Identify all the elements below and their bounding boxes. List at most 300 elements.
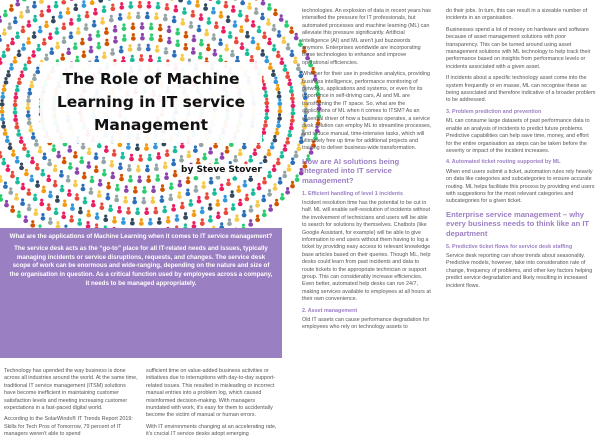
person-figure (73, 151, 78, 159)
person-figure (275, 84, 280, 92)
person-figure (208, 203, 213, 211)
person-figure (238, 199, 243, 207)
person-figure (0, 15, 2, 23)
person-figure (154, 12, 159, 20)
person-figure (283, 144, 288, 152)
person-figure (263, 120, 268, 128)
person-figure (107, 0, 112, 1)
person-figure (100, 17, 105, 25)
person-figure (3, 181, 8, 189)
person-figure (126, 142, 131, 150)
person-figure (193, 145, 198, 153)
person-figure (155, 174, 160, 182)
title-line-2: Learning in IT service (44, 91, 258, 114)
person-figure (235, 214, 240, 222)
person-figure (60, 185, 65, 193)
person-figure (177, 180, 182, 188)
person-figure (30, 157, 35, 165)
person-figure (281, 36, 286, 44)
person-figure (95, 212, 100, 220)
person-figure (60, 53, 65, 61)
person-figure (132, 197, 137, 205)
intro-pullout (0, 228, 282, 358)
person-figure (277, 91, 282, 99)
person-figure (96, 30, 101, 38)
person-figure (68, 162, 73, 170)
person-figure (27, 88, 32, 96)
body-column-4 (446, 8, 596, 294)
person-figure (118, 13, 123, 21)
person-figure (231, 5, 236, 13)
person-figure (15, 177, 20, 185)
person-figure (200, 207, 205, 215)
person-figure (260, 49, 265, 57)
body-column-2 (146, 368, 280, 443)
person-figure (62, 200, 67, 208)
person-figure (130, 218, 135, 226)
person-figure (35, 180, 40, 188)
person-figure (278, 177, 283, 185)
person-figure (257, 26, 262, 34)
person-figure (254, 7, 259, 15)
person-figure (46, 175, 51, 183)
person-figure (110, 172, 115, 180)
person-figure (0, 57, 3, 65)
paragraph: Service desk reporting can show trends about seasonality. Predictive models, however, take into consideration rate of change, frequency of problems, and other key factors helping predict service degradation and likely resulting in increased incident flows. (446, 253, 596, 290)
person-figure (199, 13, 204, 21)
person-figure (23, 215, 28, 223)
person-figure (35, 163, 40, 171)
person-figure (0, 175, 3, 183)
person-figure (216, 0, 221, 4)
person-figure (19, 11, 24, 19)
person-figure (128, 175, 133, 183)
person-figure (180, 18, 185, 26)
person-figure (4, 200, 9, 208)
person-figure (127, 12, 132, 20)
person-figure (128, 1, 133, 9)
person-figure (182, 7, 187, 15)
person-figure (83, 197, 88, 205)
person-figure (23, 63, 28, 71)
person-figure (272, 44, 277, 52)
person-figure (14, 122, 19, 130)
person-figure (110, 3, 115, 11)
person-figure (144, 207, 149, 215)
person-figure (0, 106, 4, 114)
person-figure (248, 155, 253, 163)
person-figure (261, 195, 266, 203)
person-figure (15, 0, 20, 7)
person-figure (123, 196, 128, 204)
person-figure (289, 123, 294, 131)
person-figure (267, 171, 272, 179)
person-figure (39, 10, 44, 18)
person-figure (54, 1, 59, 9)
person-figure (67, 145, 72, 153)
person-figure (85, 11, 90, 19)
person-figure (224, 1, 229, 9)
person-figure (240, 42, 245, 50)
person-figure (135, 143, 140, 151)
person-figure (55, 195, 60, 203)
person-figure (194, 185, 199, 193)
person-figure (262, 83, 267, 91)
person-figure (219, 184, 224, 192)
person-figure (58, 11, 63, 19)
person-figure (262, 32, 267, 40)
paragraph: Old IT assets can cause performance degradation for employees who rely on technology assets to (302, 317, 432, 332)
person-figure (97, 190, 102, 198)
person-figure (147, 154, 152, 162)
person-figure (257, 183, 262, 191)
person-figure (40, 169, 45, 177)
person-figure (221, 26, 226, 34)
person-figure (32, 73, 37, 81)
section-heading: Enterprise service management – why every business needs to think like an IT department (446, 210, 596, 239)
person-figure (156, 2, 161, 10)
person-figure (44, 21, 49, 29)
paragraph: Businesses spend a lot of money on hardware and software because of asset management solutions with poor transparency. This can be turned around using asset management solutions with ML technology to help track their performance based on insights from performance levels or incidents associated with a given asset. (446, 27, 596, 71)
person-figure (84, 23, 89, 31)
person-figure (137, 44, 142, 52)
person-figure (295, 174, 300, 182)
person-figure (226, 179, 231, 187)
person-figure (131, 33, 136, 41)
person-figure (101, 157, 106, 165)
person-figure (170, 0, 175, 1)
person-figure (183, 43, 188, 51)
person-figure (147, 1, 152, 9)
person-figure (151, 186, 156, 194)
person-figure (266, 149, 271, 157)
person-figure (66, 7, 71, 15)
person-figure (46, 203, 51, 211)
section-heading: How are AI solutions being integrated into IT service management? (302, 157, 432, 186)
person-figure (75, 167, 80, 175)
person-figure (137, 1, 142, 9)
person-figure (245, 49, 250, 57)
person-figure (49, 47, 54, 55)
person-figure (61, 212, 66, 220)
person-figure (277, 30, 282, 38)
person-figure (145, 165, 150, 173)
person-figure (177, 191, 182, 199)
person-figure (54, 27, 59, 35)
person-figure (172, 16, 177, 24)
person-figure (26, 95, 31, 103)
subsection-title: 1. Efficient handling of level 1 incidents (302, 191, 432, 198)
person-figure (255, 200, 260, 208)
person-figure (105, 193, 110, 201)
person-figure (27, 57, 32, 65)
intro-question: What are the applications of Machine Learning when it comes to IT service management? (8, 233, 274, 241)
person-figure (226, 15, 231, 23)
person-figure (13, 56, 18, 64)
person-figure (36, 44, 41, 52)
person-figure (191, 47, 196, 55)
person-figure (32, 31, 37, 39)
person-figure (256, 43, 261, 51)
person-figure (268, 62, 273, 70)
person-figure (33, 194, 38, 202)
person-figure (29, 175, 34, 183)
person-figure (168, 194, 173, 202)
person-figure (70, 203, 75, 211)
person-figure (230, 190, 235, 198)
person-figure (51, 16, 56, 24)
person-figure (149, 23, 154, 31)
person-figure (5, 44, 10, 52)
person-figure (208, 147, 213, 155)
person-figure (212, 49, 217, 57)
person-figure (266, 18, 271, 26)
person-figure (220, 152, 225, 160)
person-figure (144, 143, 149, 151)
person-figure (26, 110, 31, 118)
paragraph: Technology has upended the way business is done across all industries around the world. At the same time, traditional IT service management (ITSM) solutions have become inefficient in maintaining customer satisfaction levels and meeting increasing customer expectations in a fast-paced digital world. (4, 368, 138, 412)
person-figure (94, 152, 99, 160)
person-figure (122, 23, 127, 31)
person-figure (42, 152, 47, 160)
person-figure (114, 195, 119, 203)
person-figure (163, 162, 168, 170)
person-figure (1, 158, 6, 166)
paragraph: With IT environments changing at an accelerating rate, it's crucial IT service desks adopt emerging (146, 424, 280, 439)
person-figure (188, 199, 193, 207)
title-line-1: The Role of Machine (44, 68, 258, 91)
person-figure (272, 24, 277, 32)
person-figure (156, 152, 161, 160)
person-figure (293, 56, 298, 64)
person-figure (228, 31, 233, 39)
person-figure (62, 36, 67, 44)
person-figure (99, 202, 104, 210)
person-figure (22, 143, 27, 151)
person-figure (205, 192, 210, 200)
person-figure (219, 11, 224, 19)
person-figure (180, 54, 185, 62)
person-figure (236, 185, 241, 193)
person-figure (22, 0, 27, 2)
person-figure (200, 218, 205, 226)
paragraph: Incident resolution time has the potential to be cut in half. ML will enable self-resolution of incidents without the involvement of technicians and users will be able to search for solutions by themselves. Chatbots (like Google Assistant, for example) will be able to give information to end users without them having to log a ticket by providing easy access to relevant knowledge base articles based on their queries. Though ML, help desks could learn from past incidents and data to route tickets to the appropriate technician or support group. This can considerably increase efficiencies. Even better, automated help desks can run 24/7, making services available to employees at all hours at their own convenience. (302, 200, 432, 304)
person-figure (165, 149, 170, 157)
person-figure (230, 50, 235, 58)
person-figure (1, 51, 6, 59)
person-figure (197, 25, 202, 33)
person-figure (225, 146, 230, 154)
person-figure (157, 217, 162, 225)
person-figure (167, 37, 172, 45)
person-figure (0, 114, 5, 122)
person-figure (5, 135, 10, 143)
person-figure (150, 196, 155, 204)
person-figure (69, 32, 74, 40)
person-figure (102, 169, 107, 177)
person-figure (211, 33, 216, 41)
person-figure (113, 25, 118, 33)
person-figure (255, 214, 260, 222)
person-figure (141, 197, 146, 205)
person-figure (183, 212, 188, 220)
person-figure (81, 0, 86, 8)
person-figure (89, 46, 94, 54)
person-figure (159, 195, 164, 203)
person-figure (240, 0, 245, 5)
person-figure (249, 205, 254, 213)
paragraph: ML can consume large datasets of past performance data to enable an analysis of incidents to predict future problems. Predictive capabilities can help save time, money, and effort for the entire organisation as steps can be taken before the severity or impact of the incident increases. (446, 118, 596, 155)
person-figure (198, 52, 203, 60)
person-figure (208, 0, 213, 1)
person-figure (41, 186, 46, 194)
person-figure (53, 180, 58, 188)
person-figure (55, 42, 60, 50)
person-figure (6, 70, 11, 78)
person-figure (102, 51, 107, 59)
person-figure (290, 93, 295, 101)
person-figure (171, 204, 176, 212)
person-figure (28, 125, 33, 133)
person-figure (21, 43, 26, 51)
person-figure (15, 85, 20, 93)
person-figure (273, 9, 278, 17)
person-figure (195, 0, 200, 8)
person-figure (245, 31, 250, 39)
person-figure (110, 48, 115, 56)
person-figure (164, 172, 169, 180)
section-2 (302, 308, 432, 332)
person-figure (39, 0, 44, 4)
person-figure (287, 164, 292, 172)
person-figure (244, 15, 249, 23)
person-figure (73, 4, 78, 12)
person-figure (284, 20, 289, 28)
person-figure (29, 81, 34, 89)
person-figure (16, 129, 21, 137)
person-figure (279, 14, 284, 22)
person-figure (286, 43, 291, 51)
body-column-3 (302, 8, 432, 336)
person-figure (46, 5, 51, 13)
person-figure (66, 175, 71, 183)
person-figure (233, 0, 238, 1)
person-figure (96, 42, 101, 50)
person-figure (56, 151, 61, 159)
person-figure (15, 156, 20, 164)
person-figure (8, 142, 13, 150)
person-figure (113, 36, 118, 44)
person-figure (0, 99, 5, 107)
person-figure (86, 161, 91, 169)
person-figure (263, 156, 268, 164)
person-figure (10, 171, 15, 179)
person-figure (139, 54, 144, 62)
person-figure (32, 1, 37, 9)
person-figure (10, 38, 15, 46)
person-figure (294, 33, 299, 41)
person-figure (34, 139, 39, 147)
person-figure (119, 174, 124, 182)
person-figure (27, 204, 32, 212)
person-figure (208, 215, 213, 223)
person-figure (7, 22, 12, 30)
person-figure (285, 137, 290, 145)
person-figure (270, 142, 275, 150)
person-figure (279, 151, 284, 159)
person-figure (104, 145, 109, 153)
person-figure (17, 77, 22, 85)
person-figure (77, 14, 82, 22)
person-figure (80, 38, 85, 46)
person-figure (197, 196, 202, 204)
person-figure (90, 0, 95, 5)
person-figure (77, 218, 82, 226)
person-figure (173, 5, 178, 13)
person-figure (289, 86, 294, 94)
person-figure (290, 157, 295, 165)
person-figure (75, 193, 80, 201)
person-figure (109, 160, 114, 168)
person-figure (275, 128, 280, 136)
person-figure (283, 64, 288, 72)
person-figure (88, 34, 93, 42)
person-figure (267, 3, 272, 11)
person-figure (115, 184, 120, 192)
person-figure (186, 177, 191, 185)
person-figure (30, 220, 35, 228)
person-figure (290, 115, 295, 123)
person-figure (285, 187, 290, 195)
person-figure (178, 0, 183, 3)
person-figure (17, 50, 22, 58)
person-figure (267, 38, 272, 46)
person-figure (211, 7, 216, 15)
person-figure (239, 25, 244, 33)
person-figure (33, 208, 38, 216)
person-figure (26, 103, 31, 111)
person-figure (173, 146, 178, 154)
person-figure (61, 0, 66, 4)
person-figure (121, 217, 126, 225)
person-figure (93, 8, 98, 16)
person-figure (285, 71, 290, 79)
person-figure (272, 164, 277, 172)
person-figure (137, 176, 142, 184)
person-figure (163, 14, 168, 22)
person-figure (62, 157, 67, 165)
person-figure (272, 135, 277, 143)
section-5 (446, 244, 596, 290)
person-figure (167, 25, 172, 33)
person-figure (106, 182, 111, 190)
person-figure (82, 172, 87, 180)
person-figure (158, 24, 163, 32)
person-figure (131, 22, 136, 30)
person-figure (202, 153, 207, 161)
person-figure (126, 207, 131, 215)
person-figure (279, 57, 284, 65)
person-figure (243, 180, 248, 188)
person-figure (203, 3, 208, 11)
person-figure (38, 146, 43, 154)
person-figure (27, 118, 32, 126)
person-figure (192, 35, 197, 43)
person-figure (287, 79, 292, 87)
person-figure (186, 151, 191, 159)
person-figure (192, 210, 197, 218)
person-figure (172, 50, 177, 58)
